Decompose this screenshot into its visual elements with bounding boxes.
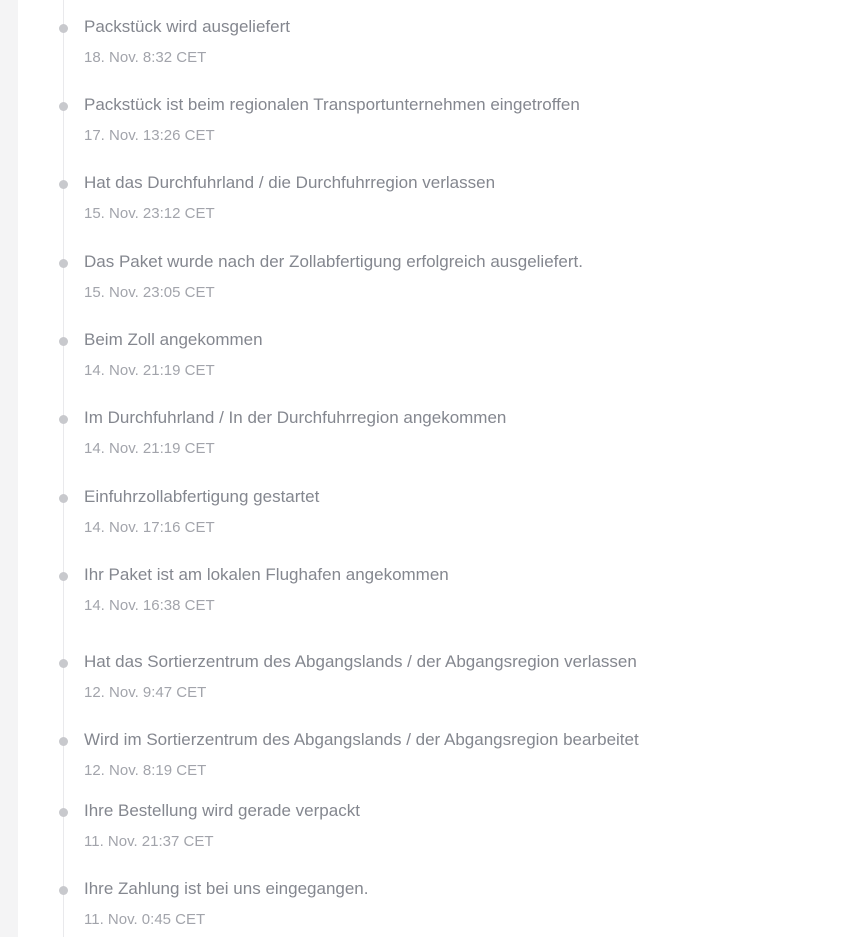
event-title: Im Durchfuhrland / In der Durchfuhrregion angekommen	[84, 408, 507, 427]
event-title: Wird im Sortierzentrum des Abgangslands / der Abgangsregion bearbeitet	[84, 730, 639, 749]
event-time: 18. Nov. 8:32 CET	[84, 49, 207, 66]
event-title: Packstück ist beim regionalen Transportunternehmen eingetroffen	[84, 95, 580, 114]
event-title: Ihre Bestellung wird gerade verpackt	[84, 801, 360, 820]
event-title: Beim Zoll angekommen	[84, 330, 263, 349]
event-time: 15. Nov. 23:05 CET	[84, 284, 215, 301]
event-time: 12. Nov. 9:47 CET	[84, 684, 207, 701]
event-title: Einfuhrzollabfertigung gestartet	[84, 487, 320, 506]
event-time: 11. Nov. 0:45 CET	[84, 911, 206, 928]
event-time: 15. Nov. 23:12 CET	[84, 205, 215, 222]
timeline-dot-icon	[59, 659, 68, 668]
left-side-strip	[0, 0, 18, 937]
timeline-dot-icon	[59, 180, 68, 189]
timeline-dot-icon	[59, 737, 68, 746]
timeline-dot-icon	[59, 886, 68, 895]
timeline-dot-icon	[59, 24, 68, 33]
event-time: 17. Nov. 13:26 CET	[84, 127, 215, 144]
event-title: Das Paket wurde nach der Zollabfertigung erfolgreich ausgeliefert.	[84, 252, 583, 271]
timeline-dot-icon	[59, 572, 68, 581]
event-title: Hat das Durchfuhrland / die Durchfuhrregion verlassen	[84, 173, 496, 192]
event-time: 12. Nov. 8:19 CET	[84, 762, 207, 779]
event-title: Packstück wird ausgeliefert	[84, 17, 290, 36]
timeline-line	[63, 0, 64, 937]
timeline-dot-icon	[59, 415, 68, 424]
timeline-dot-icon	[59, 259, 68, 268]
timeline-dot-icon	[59, 808, 68, 817]
event-time: 14. Nov. 17:16 CET	[84, 519, 215, 536]
event-time: 14. Nov. 16:38 CET	[84, 597, 215, 614]
event-title: Hat das Sortierzentrum des Abgangslands / der Abgangsregion verlassen	[84, 652, 637, 671]
event-title: Ihre Zahlung ist bei uns eingegangen.	[84, 879, 369, 898]
event-title: Ihr Paket ist am lokalen Flughafen angekommen	[84, 565, 449, 584]
event-time: 14. Nov. 21:19 CET	[84, 440, 215, 457]
timeline-dot-icon	[59, 337, 68, 346]
event-time: 11. Nov. 21:37 CET	[84, 833, 214, 850]
event-time: 14. Nov. 21:19 CET	[84, 362, 215, 379]
timeline-dot-icon	[59, 494, 68, 503]
timeline-dot-icon	[59, 102, 68, 111]
